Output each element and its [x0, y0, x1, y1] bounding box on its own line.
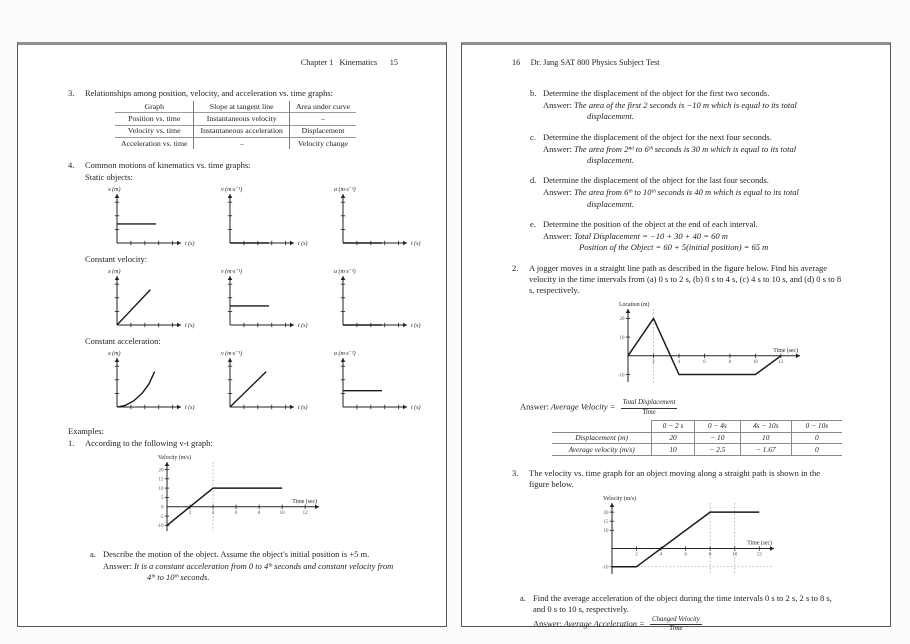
svg-text:Location (m): Location (m)	[619, 302, 650, 309]
question-a-answer	[103, 561, 398, 583]
table-cell: Position vs. time	[115, 113, 194, 125]
constant-velocity-graphs-row	[103, 266, 433, 332]
svg-text:v (m·s⁻¹): v (m·s⁻¹)	[221, 186, 243, 193]
svg-text:v (m·s⁻¹): v (m·s⁻¹)	[221, 268, 243, 275]
average-velocity-table	[552, 420, 842, 456]
relationships-table	[115, 101, 356, 149]
svg-text:t (s): t (s)	[411, 240, 421, 247]
page-15	[17, 42, 447, 627]
constant-acceleration-graphs-row	[103, 348, 433, 414]
table-cell: − 1.67	[740, 444, 791, 456]
question-b-answer	[543, 100, 842, 122]
svg-text:4: 4	[659, 552, 663, 558]
item-2-text: A jogger moves in a straight line path as described in the figure below. Find his average velocity in the time intervals from (a) 0 s to 2 s, (b) 0 s to 4 s, (c) 4 s to 10 s, and (d) 0 s to 8 s, respectively.	[529, 262, 842, 295]
svg-text:t (s): t (s)	[411, 323, 421, 330]
svg-text:-10: -10	[601, 566, 609, 572]
item-4-text: Common motions of kinematics vs. time graphs:	[85, 160, 251, 171]
answer-prefix: Answer:	[543, 143, 572, 154]
svg-text:6: 6	[234, 510, 238, 516]
svg-text:t (s): t (s)	[185, 323, 195, 330]
svg-text:0: 0	[161, 505, 164, 511]
svg-text:10: 10	[603, 529, 609, 535]
table-cell: 0	[815, 433, 819, 443]
example-1-question-a	[90, 549, 398, 584]
table-cell: –	[321, 113, 325, 123]
page-header-left: Chapter 1 Kinematics 15	[300, 58, 398, 67]
table-cell: 0 − 4s	[694, 420, 740, 432]
svg-text:2: 2	[188, 510, 192, 516]
item-3-number: 3.	[68, 87, 75, 98]
examples-heading: Examples:	[68, 426, 104, 437]
section-constant-acceleration: Constant acceleration:	[85, 335, 161, 346]
svg-text:20: 20	[603, 511, 609, 517]
question-b	[530, 88, 842, 123]
section-static-objects: Static objects:	[85, 171, 133, 182]
question-e-answer	[543, 231, 842, 253]
item-3-right-text: The velocity vs. time graph for an object moving along a straight path is shown in the figure below.	[529, 468, 821, 490]
table-row	[115, 113, 356, 125]
table-row	[115, 125, 356, 137]
svg-text:10: 10	[279, 510, 285, 516]
svg-text:10: 10	[158, 486, 164, 492]
table-cell: Area under curve	[295, 101, 351, 111]
item-2-number: 2.	[512, 262, 519, 273]
answer-prefix: Answer:	[543, 187, 572, 198]
item-3-text: Relationships among position, velocity, and acceleration vs. time graphs:	[85, 87, 334, 98]
example-1-figure	[141, 451, 398, 546]
question-c	[530, 132, 842, 167]
jogger-figure	[602, 298, 842, 397]
example-1-vt-graph	[141, 451, 359, 543]
formula-numerator: Total Displacement	[621, 399, 678, 408]
table-cell	[552, 420, 652, 432]
answer-line-1: Total Displacement = −10 + 30 + 40 = 60 m	[573, 231, 728, 242]
question-b-text: Determine the displacement of the object for the first two seconds.	[543, 87, 770, 98]
question-c-answer	[543, 144, 842, 166]
answer-text: The area from 6ᵗʰ to 10ᵗʰ seconds is 40 m which is equal to its total displacement.	[573, 187, 799, 209]
question-e	[530, 219, 842, 254]
answer-prefix: Answer:	[520, 402, 549, 413]
svg-text:Velocity (m/s): Velocity (m/s)	[603, 496, 637, 503]
svg-text:Time (sec): Time (sec)	[292, 498, 317, 505]
item-3-right	[512, 468, 842, 490]
svg-text:8: 8	[708, 552, 712, 558]
question-b-label: b.	[530, 87, 537, 98]
svg-text:t (s): t (s)	[411, 405, 421, 412]
svg-text:6: 6	[684, 552, 687, 558]
table-cell: 10	[652, 444, 695, 456]
formula-lhs: Average Acceleration =	[563, 618, 645, 629]
example-1-number: 1.	[68, 438, 75, 449]
answer-prefix: Answer:	[543, 231, 572, 242]
question-d-label: d.	[530, 175, 537, 186]
page-16	[461, 42, 891, 633]
svg-text:t (s): t (s)	[298, 405, 308, 412]
svg-text:20: 20	[158, 467, 164, 473]
question-a-text: Describe the motion of the object. Assume the object's initial position is +5 m.	[103, 548, 370, 559]
svg-text:-10: -10	[156, 523, 164, 529]
table-cell: Average velocity (m/s)	[552, 444, 652, 456]
svg-text:t (s): t (s)	[185, 405, 195, 412]
answer-prefix: Answer:	[543, 100, 572, 111]
table-cell: Velocity change	[298, 138, 349, 148]
answer-prefix: Answer:	[103, 561, 132, 572]
jogger-position-time-graph	[602, 298, 840, 394]
static-position-graph	[103, 184, 207, 250]
svg-text:Velocity (m/s): Velocity (m/s)	[158, 454, 192, 461]
answer-text: The area of the first 2 seconds is −10 m which is equal to its total displacement.	[573, 100, 797, 122]
svg-text:v (m·s⁻¹): v (m·s⁻¹)	[221, 351, 243, 358]
svg-text:5: 5	[161, 495, 164, 501]
example-1	[68, 438, 398, 592]
answer-text: It is a constant acceleration from 0 to 4ᵗʰ seconds and constant velocity from 4ᵗʰ to 10ᵗʰ seconds.	[133, 561, 394, 583]
formula-numerator: Changed Velocity	[650, 616, 702, 625]
question-d	[530, 175, 842, 210]
static-graphs-row	[103, 184, 433, 250]
svg-text:20: 20	[619, 317, 625, 323]
table-cell: 0 − 10s	[791, 420, 842, 432]
cv-position-graph	[103, 266, 207, 332]
item-3-right-number: 3.	[512, 468, 519, 479]
cv-velocity-graph	[216, 266, 320, 332]
table-cell: Instantaneous acceleration	[194, 125, 289, 137]
svg-text:a (m·s⁻²): a (m·s⁻²)	[334, 268, 356, 275]
item-3	[68, 88, 398, 153]
static-velocity-graph	[216, 184, 320, 250]
svg-text:10: 10	[752, 360, 758, 366]
section-constant-velocity: Constant velocity:	[85, 253, 148, 264]
svg-text:t (s): t (s)	[298, 240, 308, 247]
svg-text:t (s): t (s)	[185, 240, 195, 247]
table-cell: 0	[815, 444, 819, 454]
svg-text:4: 4	[211, 510, 215, 516]
table-cell: –	[194, 138, 289, 150]
question-c-text: Determine the displacement of the object for the next four seconds.	[543, 131, 772, 142]
table-cell: − 2.5	[694, 444, 740, 456]
question-3a-text: Find the average acceleration of the object during the time intervals 0 s to 2 s, 2 s to 8 s, and 0 s to 10 s, respectively.	[533, 592, 832, 614]
table-row	[552, 444, 842, 456]
table-cell: − 10	[694, 432, 740, 444]
table-row	[552, 432, 842, 444]
table-row	[115, 138, 356, 150]
formula-lhs: Average Velocity =	[550, 402, 616, 413]
svg-text:8: 8	[257, 510, 261, 516]
question-c-label: c.	[530, 131, 536, 142]
formula-denominator: Time	[669, 625, 683, 633]
question-d-text: Determine the displacement of the object for the last four seconds.	[543, 175, 769, 186]
svg-text:x (m): x (m)	[108, 186, 121, 193]
svg-text:6: 6	[703, 360, 706, 366]
svg-text:Time (sec): Time (sec)	[773, 348, 798, 355]
question-d-answer	[543, 187, 842, 209]
table-cell: Displacement	[301, 126, 345, 136]
question-3a-answer	[533, 616, 842, 633]
svg-text:x (m): x (m)	[108, 268, 121, 275]
svg-text:a (m·s⁻²): a (m·s⁻²)	[334, 186, 356, 193]
question-3a	[520, 593, 842, 634]
question-3-vt-graph	[586, 492, 814, 586]
average-velocity-fraction	[621, 399, 678, 416]
question-e-label: e.	[530, 218, 536, 229]
question-3a-label: a.	[520, 592, 526, 603]
item-2-answer	[520, 399, 842, 416]
svg-text:Time (sec): Time (sec)	[747, 540, 772, 547]
svg-text:12: 12	[756, 552, 762, 558]
table-row	[552, 420, 842, 432]
static-acceleration-graph	[329, 184, 433, 250]
svg-text:2: 2	[652, 360, 655, 366]
svg-text:8: 8	[728, 360, 732, 366]
ca-velocity-graph	[216, 348, 320, 414]
svg-text:12: 12	[778, 360, 784, 366]
svg-text:12: 12	[302, 510, 308, 516]
cv-acceleration-graph	[329, 266, 433, 332]
question-e-text: Determine the position of the object at the end of each interval.	[543, 218, 758, 229]
svg-text:t (s): t (s)	[298, 323, 308, 330]
svg-text:x (m): x (m)	[108, 351, 121, 358]
table-cell: Velocity vs. time	[115, 125, 194, 137]
example-1-text: According to the following v-t graph:	[85, 438, 213, 449]
question-3-figure	[586, 492, 842, 589]
svg-text:-5: -5	[159, 514, 164, 520]
svg-text:15: 15	[158, 477, 164, 483]
svg-text:-10: -10	[617, 373, 625, 379]
table-cell: 10	[740, 432, 791, 444]
table-cell: Instantaneous velocity	[194, 113, 289, 125]
svg-text:15: 15	[603, 520, 609, 526]
formula-denominator: Time	[642, 408, 656, 416]
svg-text:4: 4	[677, 360, 681, 366]
page-header-right: 16 Dr. Jang SAT 800 Physics Subject Test	[512, 58, 660, 67]
answer-line-2: Position of the Object = 60 + 5(initial position) = 65 m	[579, 242, 769, 253]
table-cell: 4s − 10s	[740, 420, 791, 432]
svg-text:10: 10	[619, 336, 625, 342]
answer-text: The area from 2ⁿᵈ to 6ᵗʰ seconds is 30 m which is equal to its total displacement.	[573, 143, 797, 166]
table-row	[115, 101, 356, 113]
question-a-label: a.	[90, 548, 96, 559]
item-2	[512, 263, 842, 297]
svg-text:10: 10	[732, 552, 738, 558]
svg-text:2: 2	[635, 552, 638, 558]
table-cell: Acceleration vs. time	[115, 138, 194, 150]
svg-text:a (m·s⁻²): a (m·s⁻²)	[334, 351, 356, 358]
answer-prefix: Answer:	[533, 618, 562, 629]
table-cell: Graph	[115, 101, 194, 113]
ca-position-graph	[103, 348, 207, 414]
table-cell: Slope at tangent line	[194, 101, 289, 113]
average-acceleration-fraction	[650, 616, 702, 633]
table-cell: Displacement (m)	[552, 432, 652, 444]
table-cell: 20	[652, 432, 695, 444]
table-cell: 0 − 2 s	[652, 420, 695, 432]
item-4	[68, 160, 421, 416]
item-4-number: 4.	[68, 160, 75, 171]
ca-acceleration-graph	[329, 348, 433, 414]
